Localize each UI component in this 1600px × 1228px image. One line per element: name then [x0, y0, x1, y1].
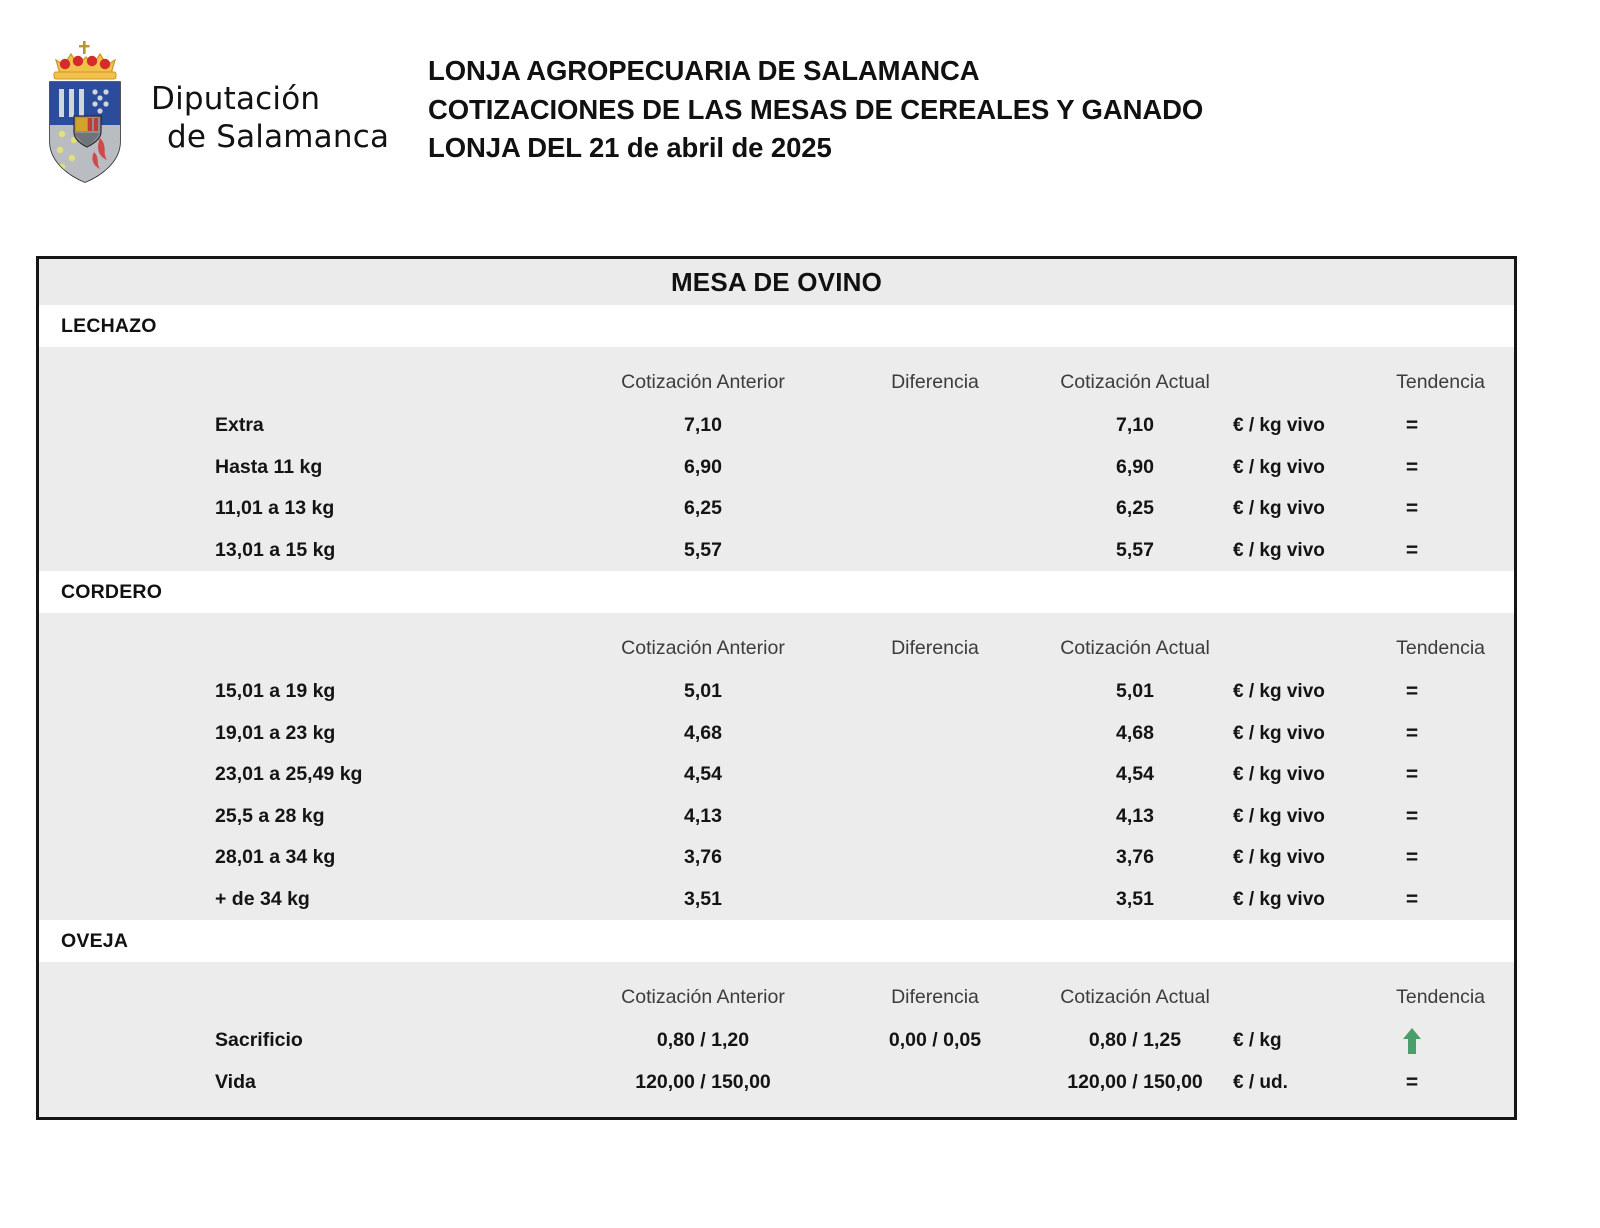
cell-difference: 0,00 / 0,05	[888, 1029, 982, 1051]
trend-up-icon	[1401, 1026, 1423, 1056]
table-row	[39, 837, 1514, 879]
cell-current: 5,01	[1116, 680, 1154, 702]
column-header-difference: Diferencia	[891, 986, 979, 1008]
column-header-current: Cotización Actual	[1060, 986, 1210, 1008]
cell-previous: 5,01	[684, 680, 722, 702]
section-body-cordero	[39, 613, 1514, 920]
cell-previous: 6,90	[684, 455, 722, 478]
section-header-lechazo: LECHAZO	[39, 305, 1514, 347]
row-label: 11,01 a 13 kg	[215, 497, 335, 519]
cell-unit: € / kg vivo	[1233, 539, 1325, 561]
trend-equal-icon: =	[1405, 414, 1419, 437]
cell-previous: 4,13	[684, 804, 722, 827]
column-header-row	[39, 359, 1514, 405]
document-title-line2: COTIZACIONES DE LAS MESAS DE CEREALES Y GANADO	[428, 93, 1204, 125]
table-row	[39, 671, 1514, 713]
section-header-cordero: CORDERO	[39, 571, 1514, 613]
column-header-current: Cotización Actual	[1060, 637, 1210, 659]
cell-unit: € / kg vivo	[1233, 722, 1325, 744]
section-spacer	[39, 613, 1514, 625]
page-header	[0, 0, 1600, 230]
row-label: 19,01 a 23 kg	[215, 721, 336, 744]
trend-equal-icon: =	[1405, 721, 1419, 745]
column-header-difference: Diferencia	[891, 371, 979, 393]
cell-current: 7,10	[1116, 414, 1154, 436]
row-label: 23,01 a 25,49 kg	[215, 763, 363, 785]
cell-current: 6,90	[1116, 455, 1154, 478]
column-header-trend: Tendencia	[1396, 986, 1485, 1008]
trend-equal-icon: =	[1405, 497, 1419, 520]
cell-trend	[1339, 1020, 1485, 1062]
cell-trend	[1339, 879, 1485, 922]
cell-unit: € / kg vivo	[1233, 805, 1325, 827]
cell-previous: 0,80 / 1,20	[656, 1029, 750, 1051]
row-label: 13,01 a 15 kg	[215, 538, 336, 561]
institution-name-line2: de Salamanca	[167, 119, 390, 155]
cell-current: 0,80 / 1,25	[1088, 1029, 1182, 1051]
cell-current: 4,68	[1116, 721, 1154, 744]
row-label: 15,01 a 19 kg	[215, 680, 336, 702]
cell-current: 4,13	[1116, 804, 1154, 827]
column-header-previous: Cotización Anterior	[621, 371, 785, 393]
cell-previous: 3,76	[684, 846, 722, 868]
cell-previous: 120,00 / 150,00	[635, 1070, 771, 1093]
column-header-current: Cotización Actual	[1060, 371, 1210, 393]
cell-unit: € / ud.	[1233, 1071, 1288, 1093]
row-label: 25,5 a 28 kg	[215, 804, 325, 827]
document-title-block	[428, 52, 1528, 168]
column-header-row	[39, 625, 1514, 671]
section-spacer	[39, 962, 1514, 974]
cell-current: 5,57	[1116, 538, 1154, 561]
column-header-trend: Tendencia	[1396, 371, 1485, 393]
column-header-trend: Tendencia	[1396, 637, 1485, 659]
row-label: Hasta 11 kg	[215, 455, 323, 478]
trend-equal-icon: =	[1405, 455, 1419, 479]
table-sections	[39, 305, 1514, 1117]
cell-unit: € / kg vivo	[1233, 847, 1325, 868]
table-row	[39, 1020, 1514, 1062]
table-row	[39, 447, 1514, 489]
table-row	[39, 879, 1514, 921]
mesa-de-ovino-table	[36, 256, 1517, 1120]
table-row	[39, 754, 1514, 796]
table-row	[39, 713, 1514, 755]
document-date-line: LONJA DEL 21 de abril de 2025	[428, 132, 832, 163]
column-header-previous: Cotización Anterior	[621, 986, 785, 1008]
cell-current: 3,51	[1116, 887, 1154, 910]
cell-unit: € / kg vivo	[1233, 764, 1325, 785]
section-spacer	[39, 347, 1514, 359]
row-label: 28,01 a 34 kg	[215, 846, 336, 868]
cell-unit: € / kg vivo	[1233, 498, 1325, 519]
cell-previous: 6,25	[684, 497, 722, 519]
cell-current: 4,54	[1116, 763, 1154, 785]
column-header-previous: Cotización Anterior	[621, 637, 785, 659]
cell-trend	[1339, 671, 1485, 714]
row-label: Sacrificio	[215, 1029, 303, 1051]
cell-unit: € / kg vivo	[1233, 888, 1325, 910]
table-title: MESA DE OVINO	[39, 259, 1514, 305]
trend-equal-icon: =	[1405, 1070, 1419, 1094]
trend-equal-icon: =	[1405, 804, 1419, 828]
section-body-lechazo	[39, 347, 1514, 571]
table-row	[39, 405, 1514, 447]
row-label: + de 34 kg	[215, 887, 310, 910]
table-row	[39, 488, 1514, 530]
table-row	[39, 1062, 1514, 1104]
cell-unit: € / kg	[1233, 1030, 1282, 1051]
institution-name-line1: Diputación	[151, 81, 321, 117]
table-row	[39, 796, 1514, 838]
cell-current: 3,76	[1116, 846, 1154, 868]
row-label: Extra	[215, 414, 264, 436]
institution-name	[151, 80, 391, 156]
cell-trend	[1339, 713, 1485, 756]
cell-previous: 3,51	[684, 887, 722, 910]
trend-equal-icon: =	[1405, 887, 1419, 911]
table-row	[39, 530, 1514, 572]
cell-unit: € / kg vivo	[1233, 681, 1325, 702]
column-header-row	[39, 974, 1514, 1020]
section-header-oveja: OVEJA	[39, 920, 1514, 962]
trend-equal-icon: =	[1405, 846, 1419, 869]
trend-equal-icon: =	[1405, 763, 1419, 786]
trend-equal-icon: =	[1405, 680, 1419, 703]
institution-logo	[33, 30, 390, 190]
row-label: Vida	[215, 1070, 256, 1093]
document-title-line1: LONJA AGROPECUARIA DE SALAMANCA	[428, 55, 980, 86]
cell-trend	[1339, 754, 1485, 797]
cell-unit: € / kg vivo	[1233, 415, 1325, 436]
section-body-oveja	[39, 962, 1514, 1117]
column-header-difference: Diferencia	[891, 637, 979, 659]
cell-trend	[1339, 405, 1485, 448]
cell-previous: 4,68	[684, 721, 722, 744]
cell-trend	[1339, 530, 1485, 573]
section-spacer	[39, 1103, 1514, 1117]
trend-equal-icon: =	[1405, 538, 1419, 562]
cell-trend	[1339, 1062, 1485, 1105]
cell-trend	[1339, 447, 1485, 490]
cell-current: 120,00 / 150,00	[1067, 1070, 1203, 1093]
cell-current: 6,25	[1116, 497, 1154, 519]
cell-trend	[1339, 488, 1485, 531]
cell-unit: € / kg vivo	[1233, 456, 1325, 478]
cell-trend	[1339, 796, 1485, 839]
cell-trend	[1339, 837, 1485, 880]
cell-previous: 4,54	[684, 763, 722, 785]
cell-previous: 5,57	[684, 538, 722, 561]
coat-of-arms-salamanca-icon	[38, 34, 148, 186]
cell-previous: 7,10	[684, 414, 722, 436]
